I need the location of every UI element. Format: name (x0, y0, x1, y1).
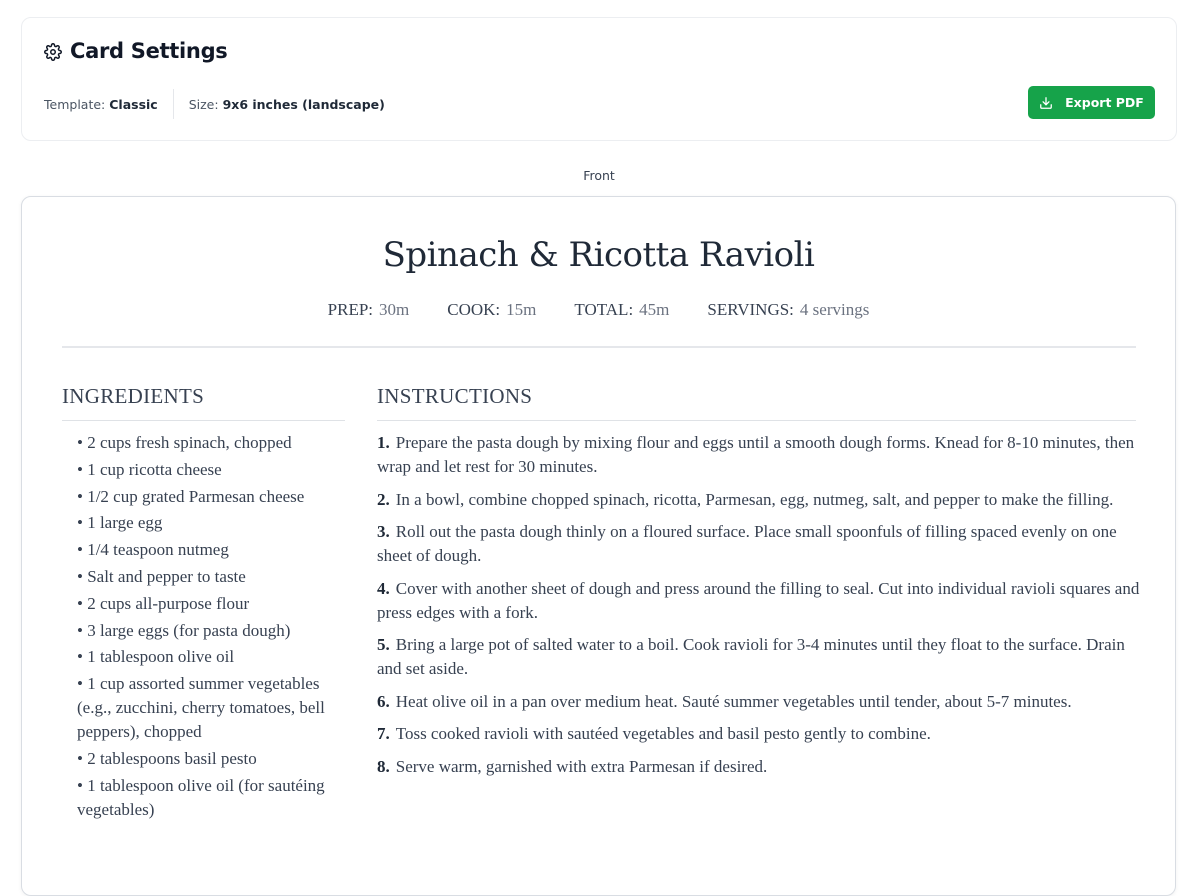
gear-icon (44, 43, 62, 61)
step-text: Toss cooked ravioli with sautéed vegetables and basil pesto gently to combine. (395, 724, 931, 743)
recipe-times (22, 300, 1175, 320)
step-number: 6. (377, 691, 390, 711)
step-number: 7. (377, 724, 390, 743)
list-item: • 1 cup ricotta cheese (77, 458, 347, 482)
list-item (377, 431, 1142, 479)
list-item (377, 633, 1142, 681)
step-number: 3. (377, 522, 390, 541)
list-item: • 1/4 teaspoon nutmeg (77, 538, 347, 562)
time-label: PREP: (327, 300, 374, 319)
instructions-divider (377, 420, 1136, 421)
step-text: Roll out the pasta dough thinly on a floured surface. Place small spoonfuls of filling spaced evenly on one sheet of dough. (377, 522, 1117, 565)
time-value: 45m (639, 300, 670, 319)
step-text: Serve warm, garnished with extra Parmesan if desired. (395, 756, 768, 776)
time-label: COOK: (447, 300, 501, 319)
list-item (377, 690, 1142, 714)
prep-time (328, 300, 410, 320)
list-item: • 2 cups fresh spinach, chopped (77, 431, 347, 455)
size-value: 9x6 inches (landscape) (222, 96, 385, 112)
list-item (377, 488, 1142, 512)
time-label: SERVINGS: (707, 300, 794, 319)
step-number: 2. (377, 489, 390, 509)
settings-header (44, 39, 228, 63)
size-label: Size: (188, 96, 219, 112)
step-number: 8. (377, 756, 390, 776)
ingredients-list (77, 431, 347, 825)
ingredients-divider (62, 420, 345, 421)
recipe-title: Spinach & Ricotta Ravioli (382, 235, 815, 275)
list-item: • 1 tablespoon olive oil (for sautéing vegetables) (77, 774, 347, 822)
list-item: • 1 cup assorted summer vegetables (e.g., zucchini, cherry tomatoes, bell peppers), chopped (77, 672, 347, 744)
header-divider (62, 346, 1136, 348)
total-time (574, 300, 669, 320)
recipe-card-preview (21, 196, 1176, 896)
list-item: • 2 cups all-purpose flour (77, 592, 347, 616)
step-text: Heat olive oil in a pan over medium heat. Sauté summer vegetables until tender, about 5-7 minutes. (395, 691, 1072, 711)
download-icon (1039, 96, 1053, 110)
list-item (377, 577, 1142, 625)
settings-meta (44, 89, 385, 119)
list-item: • 2 tablespoons basil pesto (77, 747, 347, 771)
ingredients-heading: INGREDIENTS (62, 384, 205, 408)
template-value: Classic (109, 96, 158, 112)
step-number: 1. (377, 433, 390, 452)
time-value: 4 servings (799, 300, 870, 319)
list-item: • Salt and pepper to taste (77, 565, 347, 589)
list-item: • 1 large egg (77, 511, 347, 535)
card-settings-panel (21, 17, 1177, 141)
time-label: TOTAL: (574, 300, 634, 319)
instructions-list (377, 431, 1142, 787)
settings-title: Card Settings (70, 39, 228, 63)
step-number: 5. (377, 635, 390, 654)
servings (707, 300, 869, 320)
step-text: Bring a large pot of salted water to a boil. Cook ravioli for 3-4 minutes until they float to the surface. Drain and set aside. (377, 635, 1125, 678)
meta-divider (173, 89, 174, 119)
list-item (377, 520, 1142, 568)
list-item (377, 722, 1142, 746)
card-side-label: Front (583, 168, 615, 183)
step-text: Cover with another sheet of dough and press around the filling to seal. Cut into individual ravioli squares and press edges with a fork. (377, 578, 1140, 622)
list-item (377, 755, 1142, 779)
export-pdf-button[interactable] (1028, 86, 1155, 119)
cook-time (447, 300, 536, 320)
template-info (44, 97, 158, 112)
list-item: • 1 tablespoon olive oil (77, 645, 347, 669)
list-item: • 1/2 cup grated Parmesan cheese (77, 485, 347, 509)
time-value: 15m (506, 300, 537, 319)
export-pdf-label: Export PDF (1065, 95, 1144, 110)
step-text: In a bowl, combine chopped spinach, ricotta, Parmesan, egg, nutmeg, salt, and pepper to make the filling. (395, 489, 1114, 509)
step-text: Prepare the pasta dough by mixing flour and eggs until a smooth dough forms. Knead for 8-10 minutes, then wrap and let rest for 30 minutes. (377, 433, 1135, 476)
list-item: • 3 large eggs (for pasta dough) (77, 619, 347, 643)
instructions-heading: INSTRUCTIONS (377, 384, 533, 408)
step-number: 4. (377, 578, 390, 598)
size-info (189, 97, 385, 112)
template-label: Template: (44, 96, 106, 112)
time-value: 30m (379, 300, 410, 319)
